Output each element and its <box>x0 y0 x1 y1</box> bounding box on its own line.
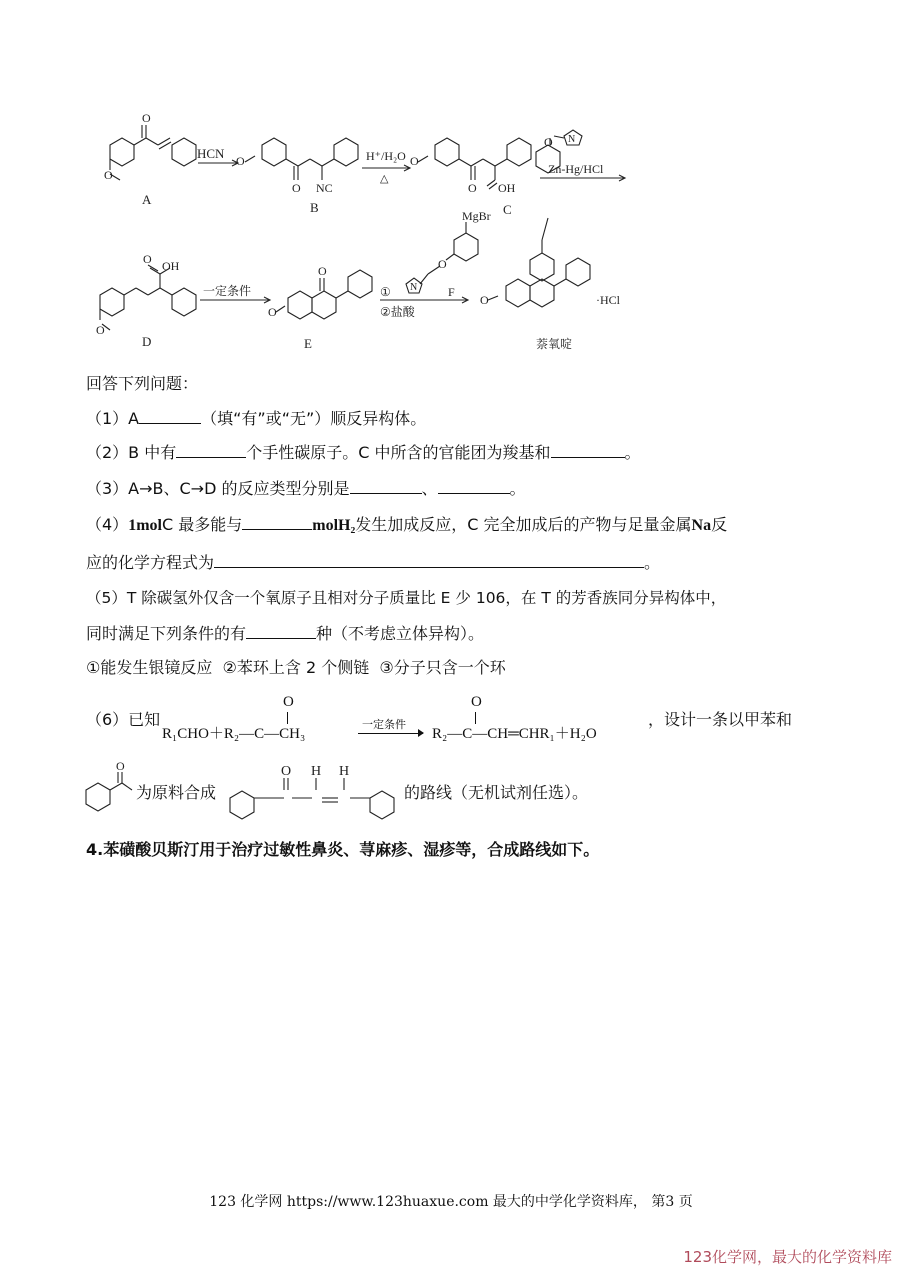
q4-mol: 1mol <box>128 517 162 534</box>
q1-pre: （1）A <box>86 409 140 428</box>
q6-o-1: O <box>283 694 294 710</box>
atom-oh-c: OH <box>498 181 516 195</box>
atom-o-e2: O <box>268 305 277 319</box>
atom-o-a: O <box>142 111 151 125</box>
question-4-line2 <box>86 552 660 573</box>
q5-cond-2: ②苯环上含 2 个侧链 <box>222 658 370 677</box>
label-d: D <box>142 334 152 349</box>
q5-pre2: 同时满足下列条件的有 <box>86 624 247 643</box>
q2-post: 。 <box>624 443 641 462</box>
q6-arrow <box>358 733 423 734</box>
target-h2: H <box>339 764 350 779</box>
product-structure <box>488 130 590 307</box>
q6-line2b: 的路线（无机试剂任选）。 <box>404 783 589 802</box>
q3-blank-1[interactable] <box>350 478 422 494</box>
q3-pre: （3）A→B、C→D 的反应类型分别是 <box>86 479 350 498</box>
reagent-step2: ②盐酸 <box>380 305 415 319</box>
q4-end: 反 <box>711 515 728 534</box>
q4-post: 发生加成反应，C 完全加成后的产物与足量金属 <box>355 515 692 534</box>
atom-o-b2: O <box>292 181 301 195</box>
q3-blank-2[interactable] <box>438 478 510 494</box>
q6-o-2: O <box>471 694 482 710</box>
reagent-heat: △ <box>380 173 389 185</box>
atom-o-c2: O <box>468 181 477 195</box>
label-e: E <box>304 336 312 351</box>
target-structure <box>226 760 406 820</box>
q6-arrowhead <box>418 729 424 737</box>
atom-o-a2: O <box>104 168 113 182</box>
q4-molh2: molH₂ <box>312 517 356 534</box>
compound-a-structure <box>110 125 196 180</box>
label-c: C <box>503 202 512 217</box>
reagent-clemmensen: Zn-Hg/HCl <box>548 162 604 176</box>
atom-nc: NC <box>316 181 333 195</box>
question-5-conditions <box>86 658 506 678</box>
q6-products: R₂—C—CH═CHR₁＋H₂O <box>432 726 597 742</box>
q4-c: C 最多能与 <box>161 515 243 534</box>
q5-blank[interactable] <box>246 623 316 639</box>
q4-na: Na <box>691 517 712 534</box>
atom-o-e: O <box>318 264 327 278</box>
q4b-post: 。 <box>644 553 661 572</box>
target-o: O <box>281 764 292 779</box>
q6-bond-1 <box>287 712 289 724</box>
reagent-mgbr: MgBr <box>462 209 491 223</box>
compound-d-structure <box>100 265 196 330</box>
q4b-pre: 应的化学方程式为 <box>86 553 215 572</box>
question-5-line1: （5）T 除碳氢外仅含一个氧原子且相对分子质量比 E 少 106，在 T 的芳香族同分异构体中， <box>86 589 727 607</box>
atom-n-prod: N <box>568 134 576 145</box>
reagent-step1: ① <box>380 285 391 299</box>
q6-bond-2 <box>475 712 477 724</box>
atom-o-prod2: O <box>480 293 489 307</box>
reagent-condition: 一定条件 <box>203 284 252 298</box>
q1-blank[interactable] <box>139 408 201 424</box>
atom-o-prod: O <box>544 135 553 149</box>
atom-o-d: O <box>143 252 152 266</box>
q6-reactants: R₁CHO＋R₂—C—CH₃ <box>162 726 306 742</box>
q6-line2a: 为原料合成 <box>136 783 217 802</box>
question-3 <box>86 478 526 499</box>
question-4-heading: 4.苯磺酸贝斯汀用于治疗过敏性鼻炎、荨麻疹、湿疹等，合成路线如下。 <box>86 840 600 859</box>
q4-blank-2[interactable] <box>214 552 644 568</box>
question-2 <box>86 442 641 463</box>
label-b: B <box>310 200 319 215</box>
q2-pre: （2）B 中有 <box>86 443 177 462</box>
q2-blank-2[interactable] <box>551 442 625 458</box>
q4-blank-1[interactable] <box>242 514 312 530</box>
question-4 <box>86 514 727 536</box>
reagent-hydrolysis: H⁺/H₂O <box>366 149 406 163</box>
label-a: A <box>142 192 152 207</box>
acetophenone-o: O <box>116 760 125 773</box>
compound-b-structure <box>245 138 358 180</box>
atom-o-b: O <box>236 154 245 168</box>
target-h1: H <box>311 764 322 779</box>
atom-o-d2: O <box>96 323 105 337</box>
atom-o-f: O <box>438 257 447 271</box>
q6-pre: （6）已知 <box>86 710 161 729</box>
question-1 <box>86 408 426 429</box>
atom-oh-d: OH <box>162 259 180 273</box>
q3-mid: 、 <box>421 479 438 498</box>
q6-condition: 一定条件 <box>362 718 406 731</box>
q6-post: ，设计一条以甲苯和 <box>648 710 793 729</box>
q5-cond-1: ①能发生银镜反应 <box>86 658 213 677</box>
question-5-line2 <box>86 623 484 644</box>
watermark: 123化学网，最大的化学资料库 <box>683 1248 892 1266</box>
acetophenone-structure <box>80 760 140 820</box>
atom-o-c: O <box>410 154 419 168</box>
q5-post2: 种（不考虑立体异构）。 <box>316 624 485 643</box>
atom-n-f: N <box>410 282 418 293</box>
page-footer: 123 化学网 https://www.123huaxue.com 最大的中学化学资料库， 第3 页 <box>209 1194 693 1210</box>
q2-mid: 个手性碳原子。C 中所含的官能团为羧基和 <box>246 443 551 462</box>
q1-post: （填“有”或“无”）顺反异构体。 <box>201 409 427 428</box>
label-product: 萘氧啶 <box>536 337 573 351</box>
q4-pre: （4） <box>86 515 129 534</box>
q2-blank-1[interactable] <box>176 442 246 458</box>
reagent-hcn: HCN <box>197 146 225 161</box>
synthesis-scheme <box>80 100 640 360</box>
q3-post: 。 <box>509 479 526 498</box>
label-f: F <box>448 285 455 299</box>
intro-text: 回答下列问题： <box>86 374 199 393</box>
label-hcl: ·HCl <box>596 293 620 307</box>
q5-cond-3: ③分子只含一个环 <box>379 658 506 677</box>
